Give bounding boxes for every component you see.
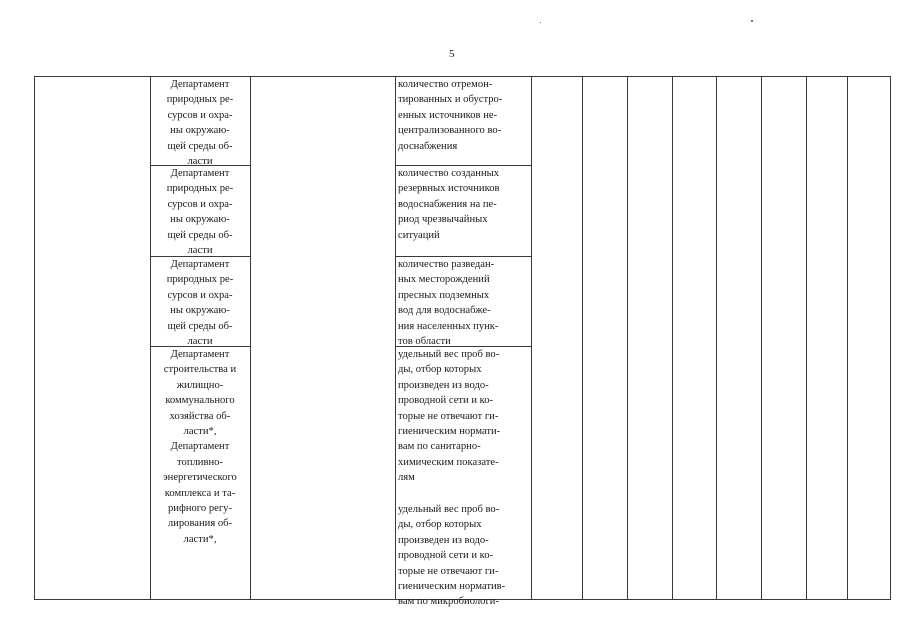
department-cell (151, 166, 249, 258)
cell-text-line: щей среды об- (167, 320, 233, 332)
page-number: 5 (449, 48, 455, 60)
cell-text-line: вам по санитарно- (398, 441, 481, 453)
cell-text-line: щей среды об- (167, 140, 233, 152)
cell-text-line: Департамент (170, 79, 230, 90)
column-border (531, 76, 532, 600)
column-border (890, 76, 891, 600)
column-border (761, 76, 762, 600)
cell-text-line: удельный вес проб во- (398, 504, 500, 515)
cell-text-line: ды, отбор которых (398, 364, 482, 376)
cell-text-line: резервных источников (398, 183, 500, 195)
cell-text-line: торые не отвечают ги- (398, 565, 499, 577)
cell-text-line: удельный вес проб во- (398, 349, 500, 360)
scan-speck (751, 20, 753, 22)
cell-text-line: ласти (187, 336, 213, 348)
cell-text-line: ны окружаю- (170, 125, 230, 137)
cell-text-line: лям (398, 472, 415, 484)
department-cell (151, 257, 249, 349)
indicator-cell (398, 347, 528, 486)
column-border (847, 76, 848, 600)
cell-text-line: ния населенных пунк- (398, 320, 499, 332)
scan-speck (540, 22, 541, 23)
indicator-cell (398, 257, 528, 349)
cell-text-line: пресных подземных (398, 289, 490, 301)
cell-text-line: сурсов и охра- (167, 289, 233, 301)
cell-text-line: ды, отбор которых (398, 519, 482, 531)
cell-text-line: ласти (187, 156, 213, 168)
cell-text-line: рифного регу- (168, 503, 232, 515)
column-border (716, 76, 717, 600)
cell-text-line: ны окружаю- (170, 305, 230, 317)
cell-text-line: сурсов и охра- (167, 109, 233, 121)
column-border (627, 76, 628, 600)
cell-text-line: природных ре- (166, 94, 234, 106)
cell-text-line: хозяйства об- (169, 410, 231, 422)
cell-text-line: ных месторождений (398, 274, 490, 286)
cell-text-line: ласти*, (183, 426, 217, 438)
cell-text-line: жилищно- (176, 379, 224, 391)
cell-text-line: тированных и обустро- (398, 94, 503, 106)
indicator-cell (398, 77, 528, 154)
cell-text-line: произведен из водо- (398, 379, 489, 391)
cell-text-line: ны окружаю- (170, 214, 230, 226)
cell-text-line: щей среды об- (167, 229, 233, 241)
department-cell (151, 347, 249, 547)
cell-text-line: ситуаций (398, 229, 440, 241)
cell-text-line: комплекса и та- (164, 487, 236, 499)
indicator-cell (398, 502, 528, 610)
cell-text-line: Департамент (170, 168, 230, 179)
column-border (395, 76, 396, 600)
column-border (672, 76, 673, 600)
cell-text-line: централизованного во- (398, 125, 502, 137)
cell-text-line: топливно- (177, 456, 223, 468)
cell-text-line: Департамент (170, 349, 230, 360)
cell-text-line: гиеническим нормати- (398, 426, 501, 438)
cell-text-line: проводной сети и ко- (398, 550, 494, 562)
cell-text-line: торые не отвечают ги- (398, 410, 499, 422)
cell-text-line: енных источников не- (398, 109, 498, 121)
cell-text-line: вам по микробиологи- (398, 596, 499, 608)
cell-text-line: количество разведан- (398, 259, 495, 270)
cell-text-line: гиеническим норматив- (398, 581, 506, 593)
cell-text-line: ласти (187, 245, 213, 257)
indicator-cell (398, 166, 528, 243)
cell-text-line: Департамент (170, 259, 230, 270)
cell-text-line: природных ре- (166, 183, 234, 195)
cell-text-line: строительства и (163, 364, 237, 376)
cell-text-line: сурсов и охра- (167, 198, 233, 210)
cell-text-line: доснабжения (398, 140, 458, 152)
column-border (582, 76, 583, 600)
cell-text-line: количество созданных (398, 168, 500, 179)
cell-text-line: природных ре- (166, 274, 234, 286)
cell-text-line: ласти*, (183, 533, 217, 545)
cell-text-line: Департамент (170, 441, 230, 453)
column-border (34, 76, 35, 600)
cell-text-line: риод чрезвычайных (398, 214, 488, 226)
cell-text-line: тов области (398, 336, 451, 348)
cell-text-line: энергетического (163, 472, 237, 484)
cell-text-line: вод для водоснабже- (398, 305, 491, 317)
column-border (806, 76, 807, 600)
cell-text-line: произведен из водо- (398, 534, 489, 546)
cell-text-line: коммунального (165, 395, 235, 407)
cell-text-line: количество отремон- (398, 79, 493, 90)
department-cell (151, 77, 249, 169)
cell-text-line: проводной сети и ко- (398, 395, 494, 407)
cell-text-line: химическим показате- (398, 456, 499, 468)
column-border (250, 76, 251, 600)
cell-text-line: лирования об- (167, 518, 233, 530)
cell-text-line: водоснабжения на пе- (398, 198, 497, 210)
